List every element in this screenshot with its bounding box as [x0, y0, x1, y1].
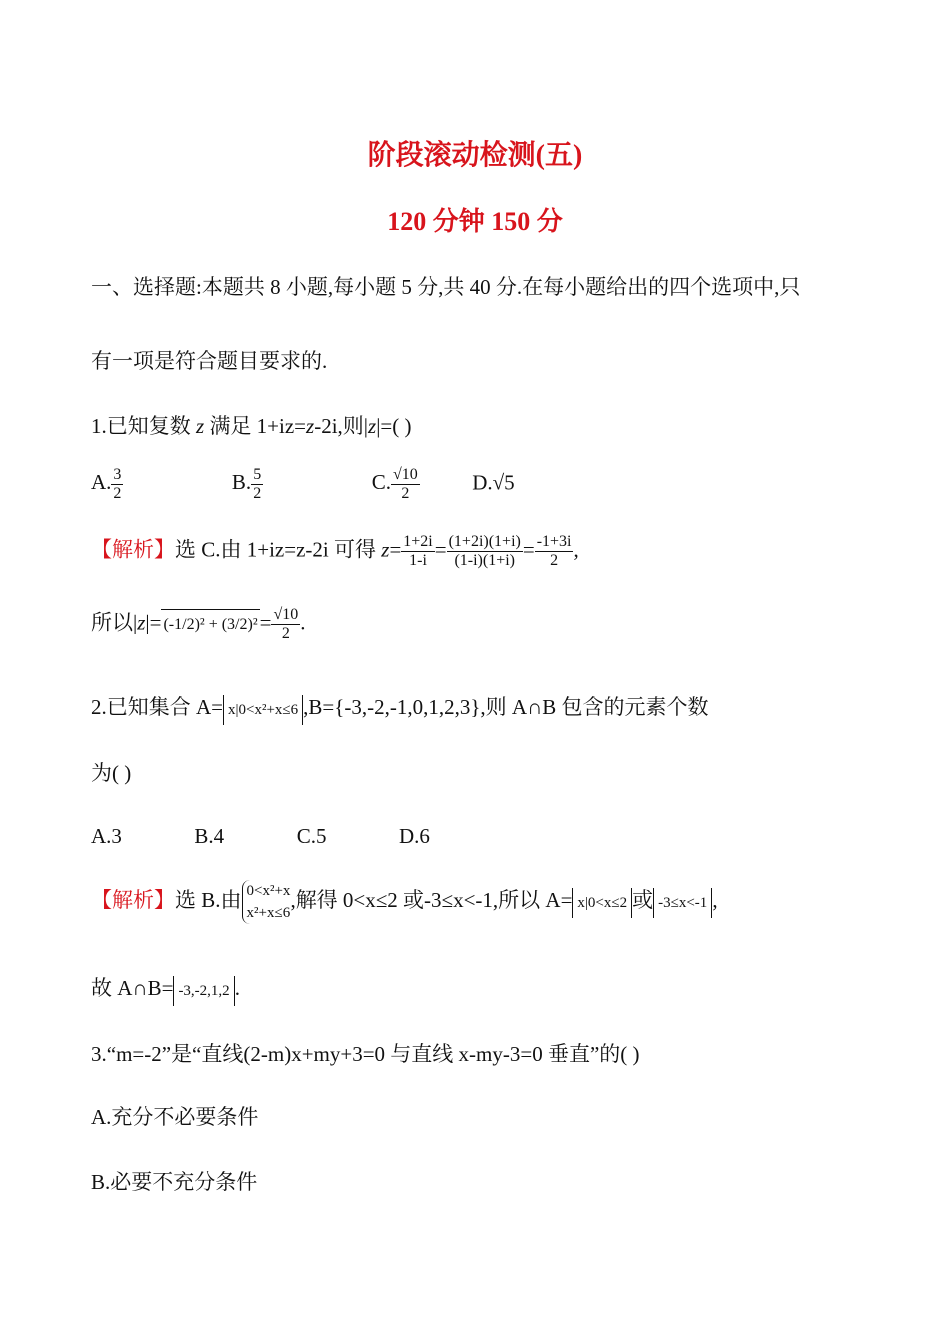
- q2-stem-line2: 为( ): [91, 761, 132, 785]
- q1-option-b[interactable]: B. $\frac{5}{2}$: [231, 466, 262, 502]
- q1-analysis: 【解析】选 C.由 1+iz=z-2i 可得 z= $\frac{1+2i}{1-i}$ = $\frac{(1+2i)(1+i)}{(1-i)(1+i)}$ = $\frac{-1+3i}{2}$ ,: [91, 533, 579, 569]
- q1-option-c[interactable]: C. $\frac{√10}{2}$: [371, 466, 418, 502]
- q3-stem: 3.“m=-2”是“直线(2-m)x+my+3=0 与直线 x-my-3=0 垂直”的( ): [91, 1042, 640, 1066]
- q2-option-b[interactable]: B.4: [194, 824, 225, 848]
- q1-stem: 1.已知复数 z 满足 1+iz=z-2i,则|z|=( ): [91, 414, 412, 438]
- q1-option-a[interactable]: A. $\frac{3}{2}$: [91, 466, 122, 502]
- analysis-tag: 【解析】: [91, 887, 175, 912]
- q2-option-d[interactable]: D.6: [398, 824, 430, 848]
- q2-options: [91, 821, 430, 851]
- q1-option-d[interactable]: D.√5: [472, 470, 515, 495]
- q3-option-b[interactable]: B.必要不充分条件: [91, 1170, 258, 1194]
- q2-stem-line1: 2.已知集合 A= x|0<x²+x≤6 ,B={-3,-2,-1,0,1,2,3},则 A∩B 包含的元素个数: [91, 692, 709, 725]
- q1-analysis-line2: 所以|z|= (-1/2)² + (3/2)²= $\frac{√10}{2}$ .: [91, 606, 306, 642]
- q2-option-a[interactable]: A.3: [91, 824, 122, 848]
- page-subtitle: 120 分钟 150 分: [387, 207, 563, 236]
- section-instruction-line1: 一、选择题:本题共 8 小题,每小题 5 分,共 40 分.在每小题给出的四个选项中,只: [91, 275, 801, 299]
- analysis-tag: 【解析】: [91, 537, 175, 562]
- equation-system: 0<x²+x x²+x≤6: [242, 880, 291, 924]
- q1-options: [91, 466, 515, 503]
- q2-option-c[interactable]: C.5: [296, 824, 327, 848]
- q2-analysis: 【解析】选 B.由 0<x²+x x²+x≤6 ,解得 0<x≤2 或-3≤x<-1,所以 A= x|0<x≤2 或 -3≤x<-1 ,: [91, 880, 718, 924]
- q3-option-a[interactable]: A.充分不必要条件: [91, 1105, 259, 1129]
- section-instruction-line2: 有一项是符合题目要求的.: [91, 349, 328, 373]
- q2-conclusion: 故 A∩B= -3,-2,1,2 .: [91, 973, 240, 1006]
- page-title: 阶段滚动检测(五): [367, 140, 583, 171]
